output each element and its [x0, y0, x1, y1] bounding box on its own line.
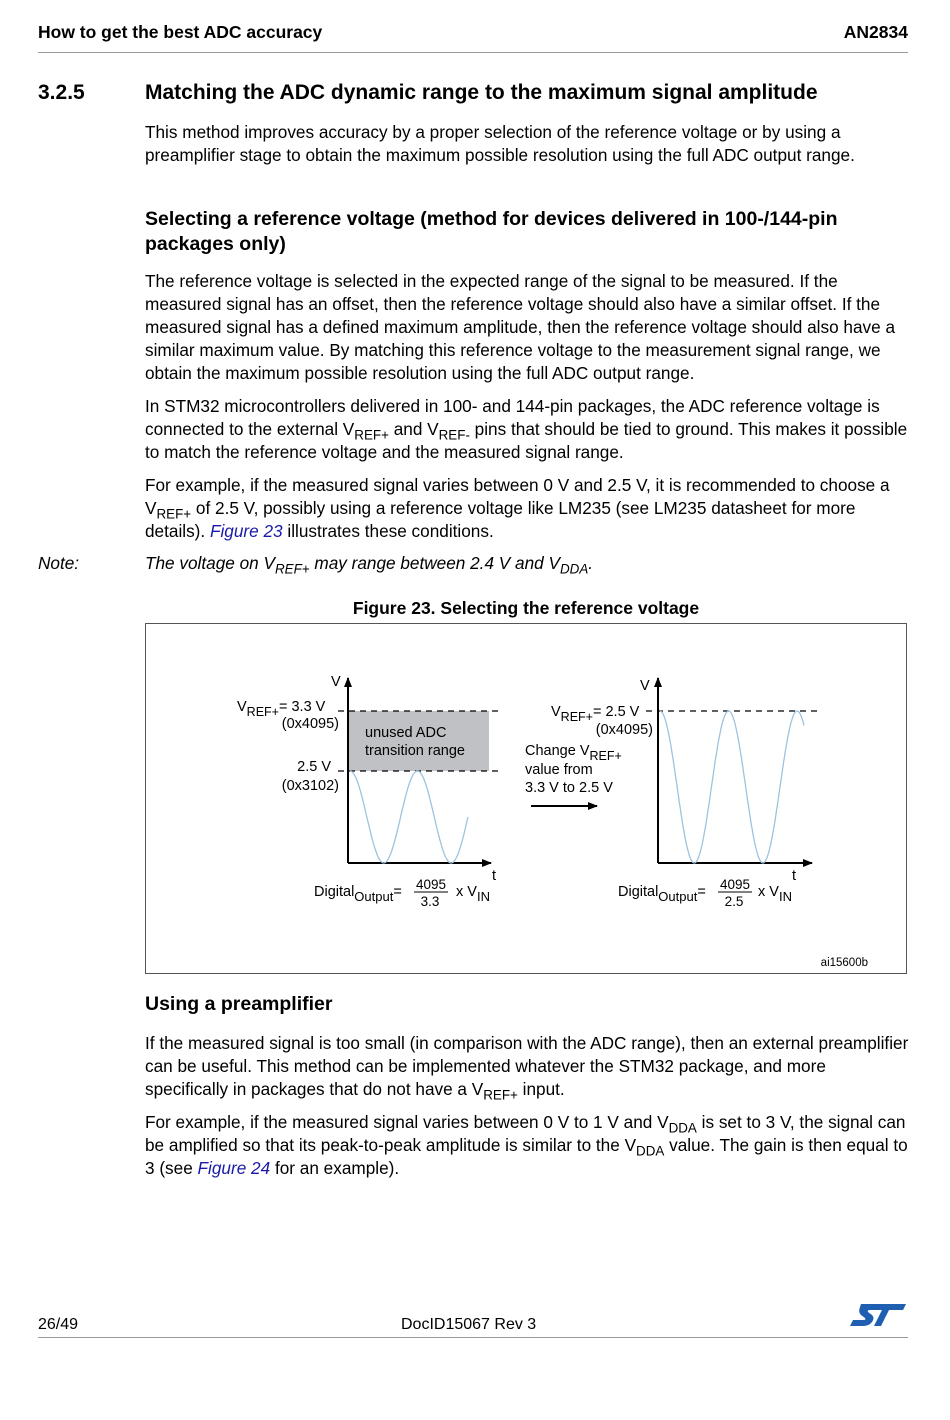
change-vref-line3: 3.3 V to 2.5 V [525, 780, 613, 796]
figure-23-link[interactable]: Figure 23 [209, 521, 283, 541]
right-axis-t: t [792, 868, 797, 884]
right-vref-label: VREF+= 2.5 V [551, 704, 640, 724]
paragraph-reference-selection: The reference voltage is selected in the expected range of the signal to be measured. If the measured signal has an offset, then the reference voltage should also have a similar offset. If the measured signal has a defined maximum amplitude, then the reference voltage should also have a similar maximum value. By matching this reference voltage to the measurement signal range, we obtain the maximum possible resolution using the full ADC output range. [145, 271, 896, 383]
st-logo-icon [848, 1298, 908, 1332]
section-number: 3.2.5 [38, 81, 85, 104]
paragraph-stm32-reference: In STM32 microcontrollers delivered in 100- and 144-pin packages, the ADC reference voltage is connected to the external $V_{REF+}$ and $V_{REF-}$ pins that should be tied to ground. This makes it possible to match the reference voltage and the measured signal range. [145, 396, 908, 462]
right-formula-denominator: 2.5 [724, 894, 744, 909]
paragraph-preamplifier: If the measured signal is too small (in comparison with the ADC range), then an external preamplifier can be useful. This method can be implemented whatever the STM32 package, and more specifically in packages that do not have a $V_{REF+}$ input. [145, 1033, 909, 1103]
left-formula-denominator: 3.3 [420, 894, 440, 909]
left-vref-label: VREF+= 3.3 V [237, 699, 326, 719]
section-title: Matching the ADC dynamic range to the maximum signal amplitude [145, 81, 818, 104]
section-intro: This method improves accuracy by a proper selection of the reference voltage or by using a preamplifier stage to obtain the maximum possible resolution using the full ADC output range. [145, 122, 855, 165]
footer-rule [38, 1337, 908, 1338]
left-axis-v: V [331, 674, 341, 690]
left-axis-t: t [492, 868, 497, 884]
subsection-title-preamplifier: Using a preamplifier [145, 993, 333, 1015]
header-doc-id: AN2834 [843, 22, 908, 42]
left-formula-label: DigitalOutput= [314, 884, 402, 904]
figure-title: Figure 23. Selecting the reference voltage [352, 598, 700, 618]
left-formula-numerator: 4095 [415, 877, 447, 892]
left-low-code: (0x3102) [281, 778, 339, 794]
left-vref-code: (0x4095) [281, 716, 339, 732]
unused-range-line2: transition range [365, 743, 465, 759]
right-formula-label: DigitalOutput= [618, 884, 706, 904]
right-formula-numerator: 4095 [719, 877, 751, 892]
st-logo [848, 1298, 908, 1337]
note-text: The voltage on $V_{REF+}$ may range between 2.4 V and $V_{DDA}$. [145, 553, 594, 577]
right-vref-code: (0x4095) [595, 722, 653, 738]
paragraph-example-reference: For example, if the measured signal varies between 0 V and 2.5 V, it is recommended to choose a $V_{REF+}$ of 2.5 V, possibly using a reference voltage like LM235 (see LM235 datasheet for more details). Figure 23 illustrates these conditions. [145, 475, 890, 541]
left-low-value: 2.5 V [297, 759, 331, 775]
left-signal-wave [350, 771, 468, 863]
paragraph-preamp-example: For example, if the measured signal varies between 0 V to 1 V and $V_{DDA}$ is set to 3 V, the signal can be amplified so that its peak-to-peak amplitude is similar to the $V_{DDA}$ value. The gain is then equal to 3 (see Figure 24 for an example). [145, 1112, 908, 1178]
unused-range-line1: unused ADC [365, 725, 447, 741]
header-title: How to get the best ADC accuracy [38, 22, 323, 42]
figure-box [145, 623, 907, 974]
right-axis-v: V [640, 678, 650, 694]
figure-id-label: ai15600b [820, 957, 868, 969]
change-vref-line2: value from [525, 762, 593, 778]
change-vref-line1: Change VREF+ [525, 743, 622, 763]
note-label: Note: [38, 553, 80, 573]
figure-24-link[interactable]: Figure 24 [197, 1158, 271, 1178]
right-signal-wave [660, 711, 804, 863]
footer-page-number: 26/49 [38, 1316, 79, 1333]
right-formula-vin: x VIN [758, 884, 792, 904]
figure-diagram [146, 624, 906, 973]
unused-range-shading [349, 711, 489, 771]
left-formula-vin: x VIN [456, 884, 490, 904]
header-rule [38, 52, 908, 53]
subsection-title-reference: Selecting a reference voltage (method for devices delivered in 100-/144-pin packages only) [145, 208, 838, 255]
footer-doc-id: DocID15067 Rev 3 [401, 1316, 537, 1333]
